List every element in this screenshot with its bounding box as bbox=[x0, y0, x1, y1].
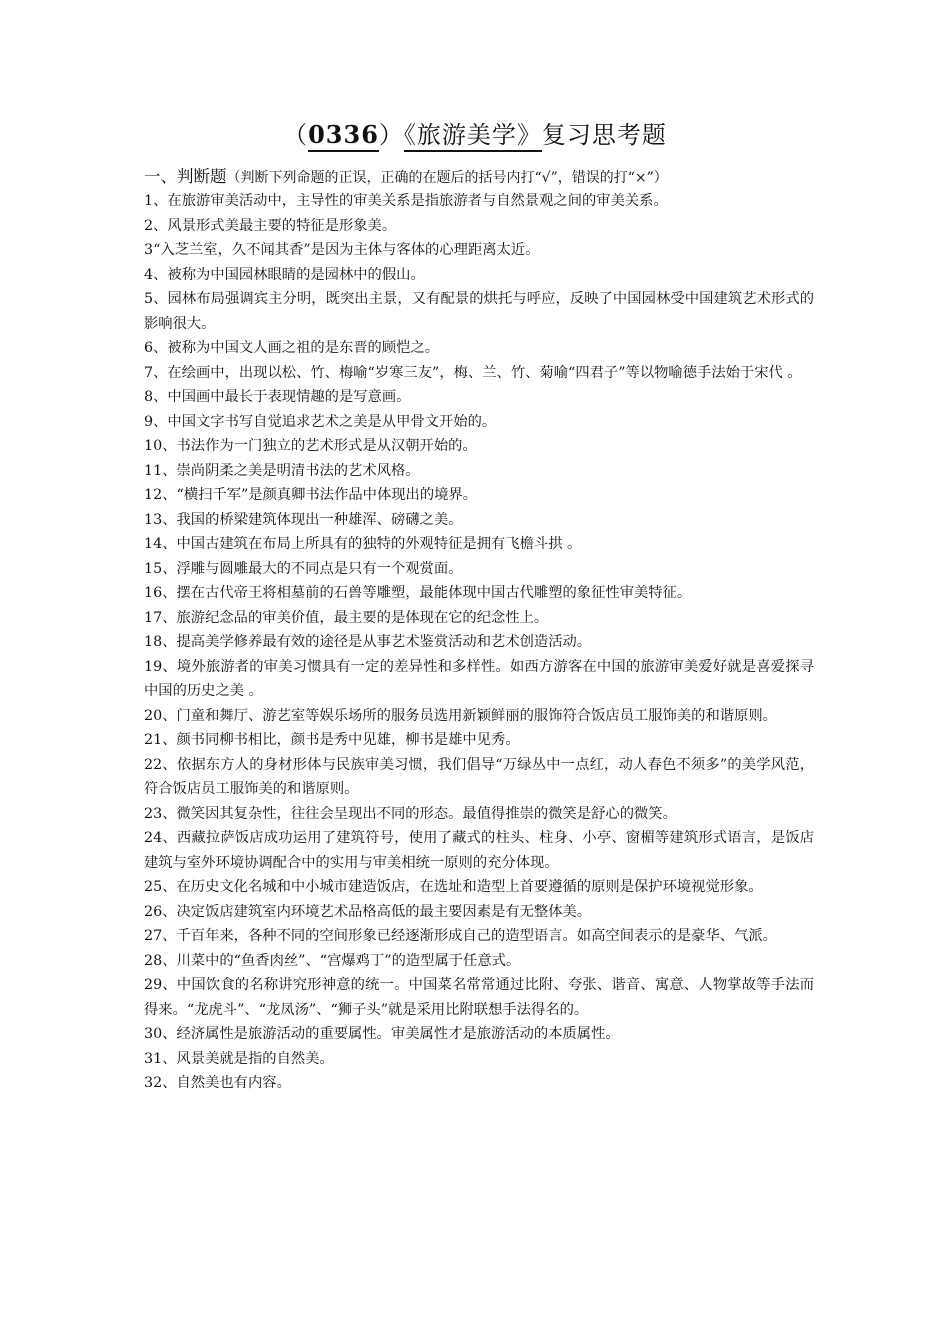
title-suffix: 复习思考题 bbox=[541, 121, 667, 149]
question-item: 8、中国画中最长于表现情趣的是写意画。 bbox=[144, 389, 411, 405]
course-code: 0336 bbox=[308, 120, 379, 152]
question-item: 22、依据东方人的身材形体与民族审美习惯，我们倡导“万绿丛中一点红，动人春色不须多”的美学风范，符合饭店员工服饰美的和谐原则。 bbox=[144, 756, 814, 797]
question-item: 28、川菜中的“鱼香肉丝”、“宫爆鸡丁”的造型属于任意式。 bbox=[144, 952, 521, 969]
question-item: 10、书法作为一门独立的艺术形式是从汉朝开始的。 bbox=[144, 438, 477, 454]
question-item: 30、经济属性是旅游活动的重要属性。审美属性才是旅游活动的本质属性。 bbox=[144, 1026, 620, 1042]
question-item: 29、中国饮食的名称讲究形神意的统一。中国菜名常常通过比附、夸张、谐音、寓意、人物掌故等手法而得来。“龙虎斗”、“龙凤汤”、“狮子头”就是采用比附联想手法得名的。 bbox=[144, 977, 814, 1018]
question-item: 9、中国文字书写自觉追求艺术之美是从甲骨文开始的。 bbox=[144, 413, 497, 430]
question-item: 23、微笑因其复杂性，往往会呈现出不同的形态。最值得推崇的微笑是舒心的微笑。 bbox=[144, 805, 677, 822]
page-title bbox=[0, 118, 950, 152]
question-item: 24、西藏拉萨饭店成功运用了建筑符号，使用了藏式的柱头、柱身、小亭、窗楣等建筑形式语言，是饭店建筑与室外环境协调配合中的实用与审美相统一原则的充分体现。 bbox=[144, 830, 814, 871]
question-item: 1、在旅游审美活动中，主导性的审美关系是指旅游者与自然景观之间的审美关系。 bbox=[144, 193, 668, 209]
question-item: 17、旅游纪念品的审美价值，最主要的是体现在它的纪念性上。 bbox=[144, 609, 549, 626]
question-item: 16、摆在古代帝王将相墓前的石兽等雕塑，最能体现中国古代雕塑的象征性审美特征。 bbox=[144, 585, 692, 601]
question-item: 20、门童和舞厅、游艺室等娱乐场所的服务员选用新颖鲜丽的服饰符合饭店员工服饰美的和谐原则。 bbox=[144, 707, 777, 724]
question-item: 13、我国的桥梁建筑体现出一种雄浑、磅礴之美。 bbox=[144, 511, 463, 528]
question-item: 4、被称为中国园林眼睛的是园林中的假山。 bbox=[144, 266, 425, 283]
question-item: 27、千百年来，各种不同的空间形象已经逐渐形成自己的造型语言。如高空间表示的是豪华、气派。 bbox=[144, 928, 777, 944]
question-item: 26、决定饭店建筑室内环境艺术品格高低的最主要因素是有无整体美。 bbox=[144, 903, 592, 920]
question-list bbox=[144, 189, 814, 1096]
question-item: 11、崇尚阴柔之美是明清书法的艺术风格。 bbox=[144, 462, 420, 479]
question-item: 3“入芝兰室，久不闻其香”是因为主体与客体的心理距离太近。 bbox=[144, 242, 540, 258]
question-item: 5、园林布局强调宾主分明，既突出主景，又有配景的烘托与呼应，反映了中国园林受中国建筑艺术形式的影响很大。 bbox=[144, 291, 814, 332]
section-title: 一、判断题 bbox=[144, 167, 227, 186]
course-name: 《旅游美学》 bbox=[404, 121, 542, 152]
question-item: 7、在绘画中，出现以松、竹、梅喻“岁寒三友”，梅、兰、竹、菊喻“四君子”等以物喻德手法始于宋代 。 bbox=[144, 364, 802, 381]
question-item: 31、风景美就是指的自然美。 bbox=[144, 1050, 334, 1067]
section-heading bbox=[144, 165, 844, 190]
question-item: 12、“横扫千军”是颜真卿书法作品中体现出的境界。 bbox=[144, 487, 478, 503]
title-close-paren: ） bbox=[378, 121, 404, 149]
question-item: 2、风景形式美最主要的特征是形象美。 bbox=[144, 217, 397, 234]
section-instructions: （判断下列命题的正误，正确的在题后的括号内打“√”，错误的打“×”） bbox=[226, 170, 668, 186]
question-item: 32、自然美也有内容。 bbox=[144, 1075, 291, 1091]
title-open-paren: （ bbox=[283, 121, 309, 149]
question-item: 15、浮雕与圆雕最大的不同点是只有一个观赏面。 bbox=[144, 560, 463, 577]
question-item: 21、颜书同柳书相比，颜书是秀中见雄，柳书是雄中见秀。 bbox=[144, 732, 520, 748]
question-item: 19、境外旅游者的审美习惯具有一定的差异性和多样性。如西方游客在中国的旅游审美爱好就是喜爱探寻中国的历史之美 。 bbox=[144, 658, 814, 699]
question-item: 6、被称为中国文人画之祖的是东晋的顾恺之。 bbox=[144, 340, 440, 356]
question-item: 18、提高美学修养最有效的途径是从事艺术鉴赏活动和艺术创造活动。 bbox=[144, 634, 592, 650]
question-item: 25、在历史文化名城和中小城市建造饭店，在选址和造型上首要遵循的原则是保护环境视觉形象。 bbox=[144, 879, 763, 895]
question-item: 14、中国古建筑在布局上所具有的独特的外观特征是拥有飞檐斗拱 。 bbox=[144, 536, 582, 552]
